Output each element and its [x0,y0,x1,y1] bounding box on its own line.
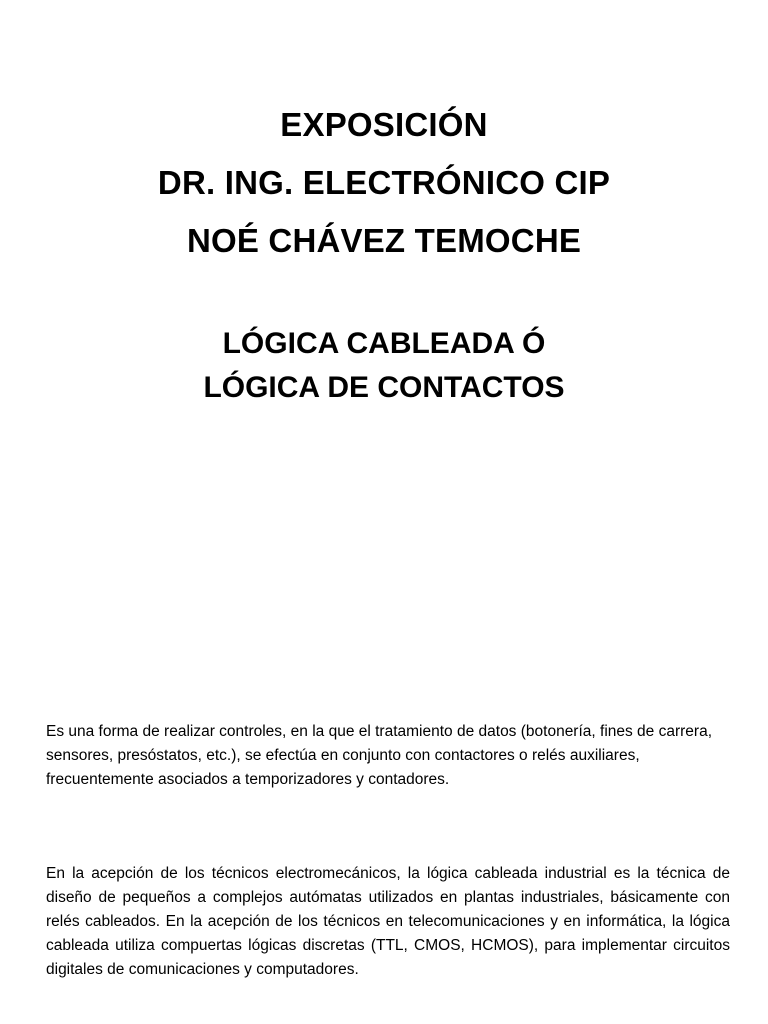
title-line-presenter-name: NOÉ CHÁVEZ TEMOCHE [186,222,582,259]
definition-paragraph: Es una forma de realizar controles, en la que el tratamiento de datos (botonería, fines de carrera, sensores, presóstatos, etc.), se efectúa en conjunto con contactores o relés auxiliares, frecuentemente asociados a temporizadores y contadores. [46,722,713,788]
title-line-exposicion: EXPOSICIÓN [280,106,488,143]
presentation-title [0,96,768,270]
explanation-paragraph: En la acepción de los técnicos electromecánicos, la lógica cableada industrial es la técnica de diseño de pequeños a complejos autómatas utilizados en plantas industriales, básicamente con relés cableados. En la acepción de los técnicos en telecomunicaciones y en informática, la lógica cableada utiliza compuertas lógicas discretas (TTL, CMOS, HCMOS), para implementar circuitos digitales de comunicaciones y computadores. [46,864,730,978]
title-line-presenter-degree: DR. ING. ELECTRÓNICO CIP [157,164,611,201]
topic-line-1: LÓGICA CABLEADA Ó [222,327,546,360]
topic-line-2: LÓGICA DE CONTACTOS [203,371,565,404]
topic-heading [0,322,768,410]
